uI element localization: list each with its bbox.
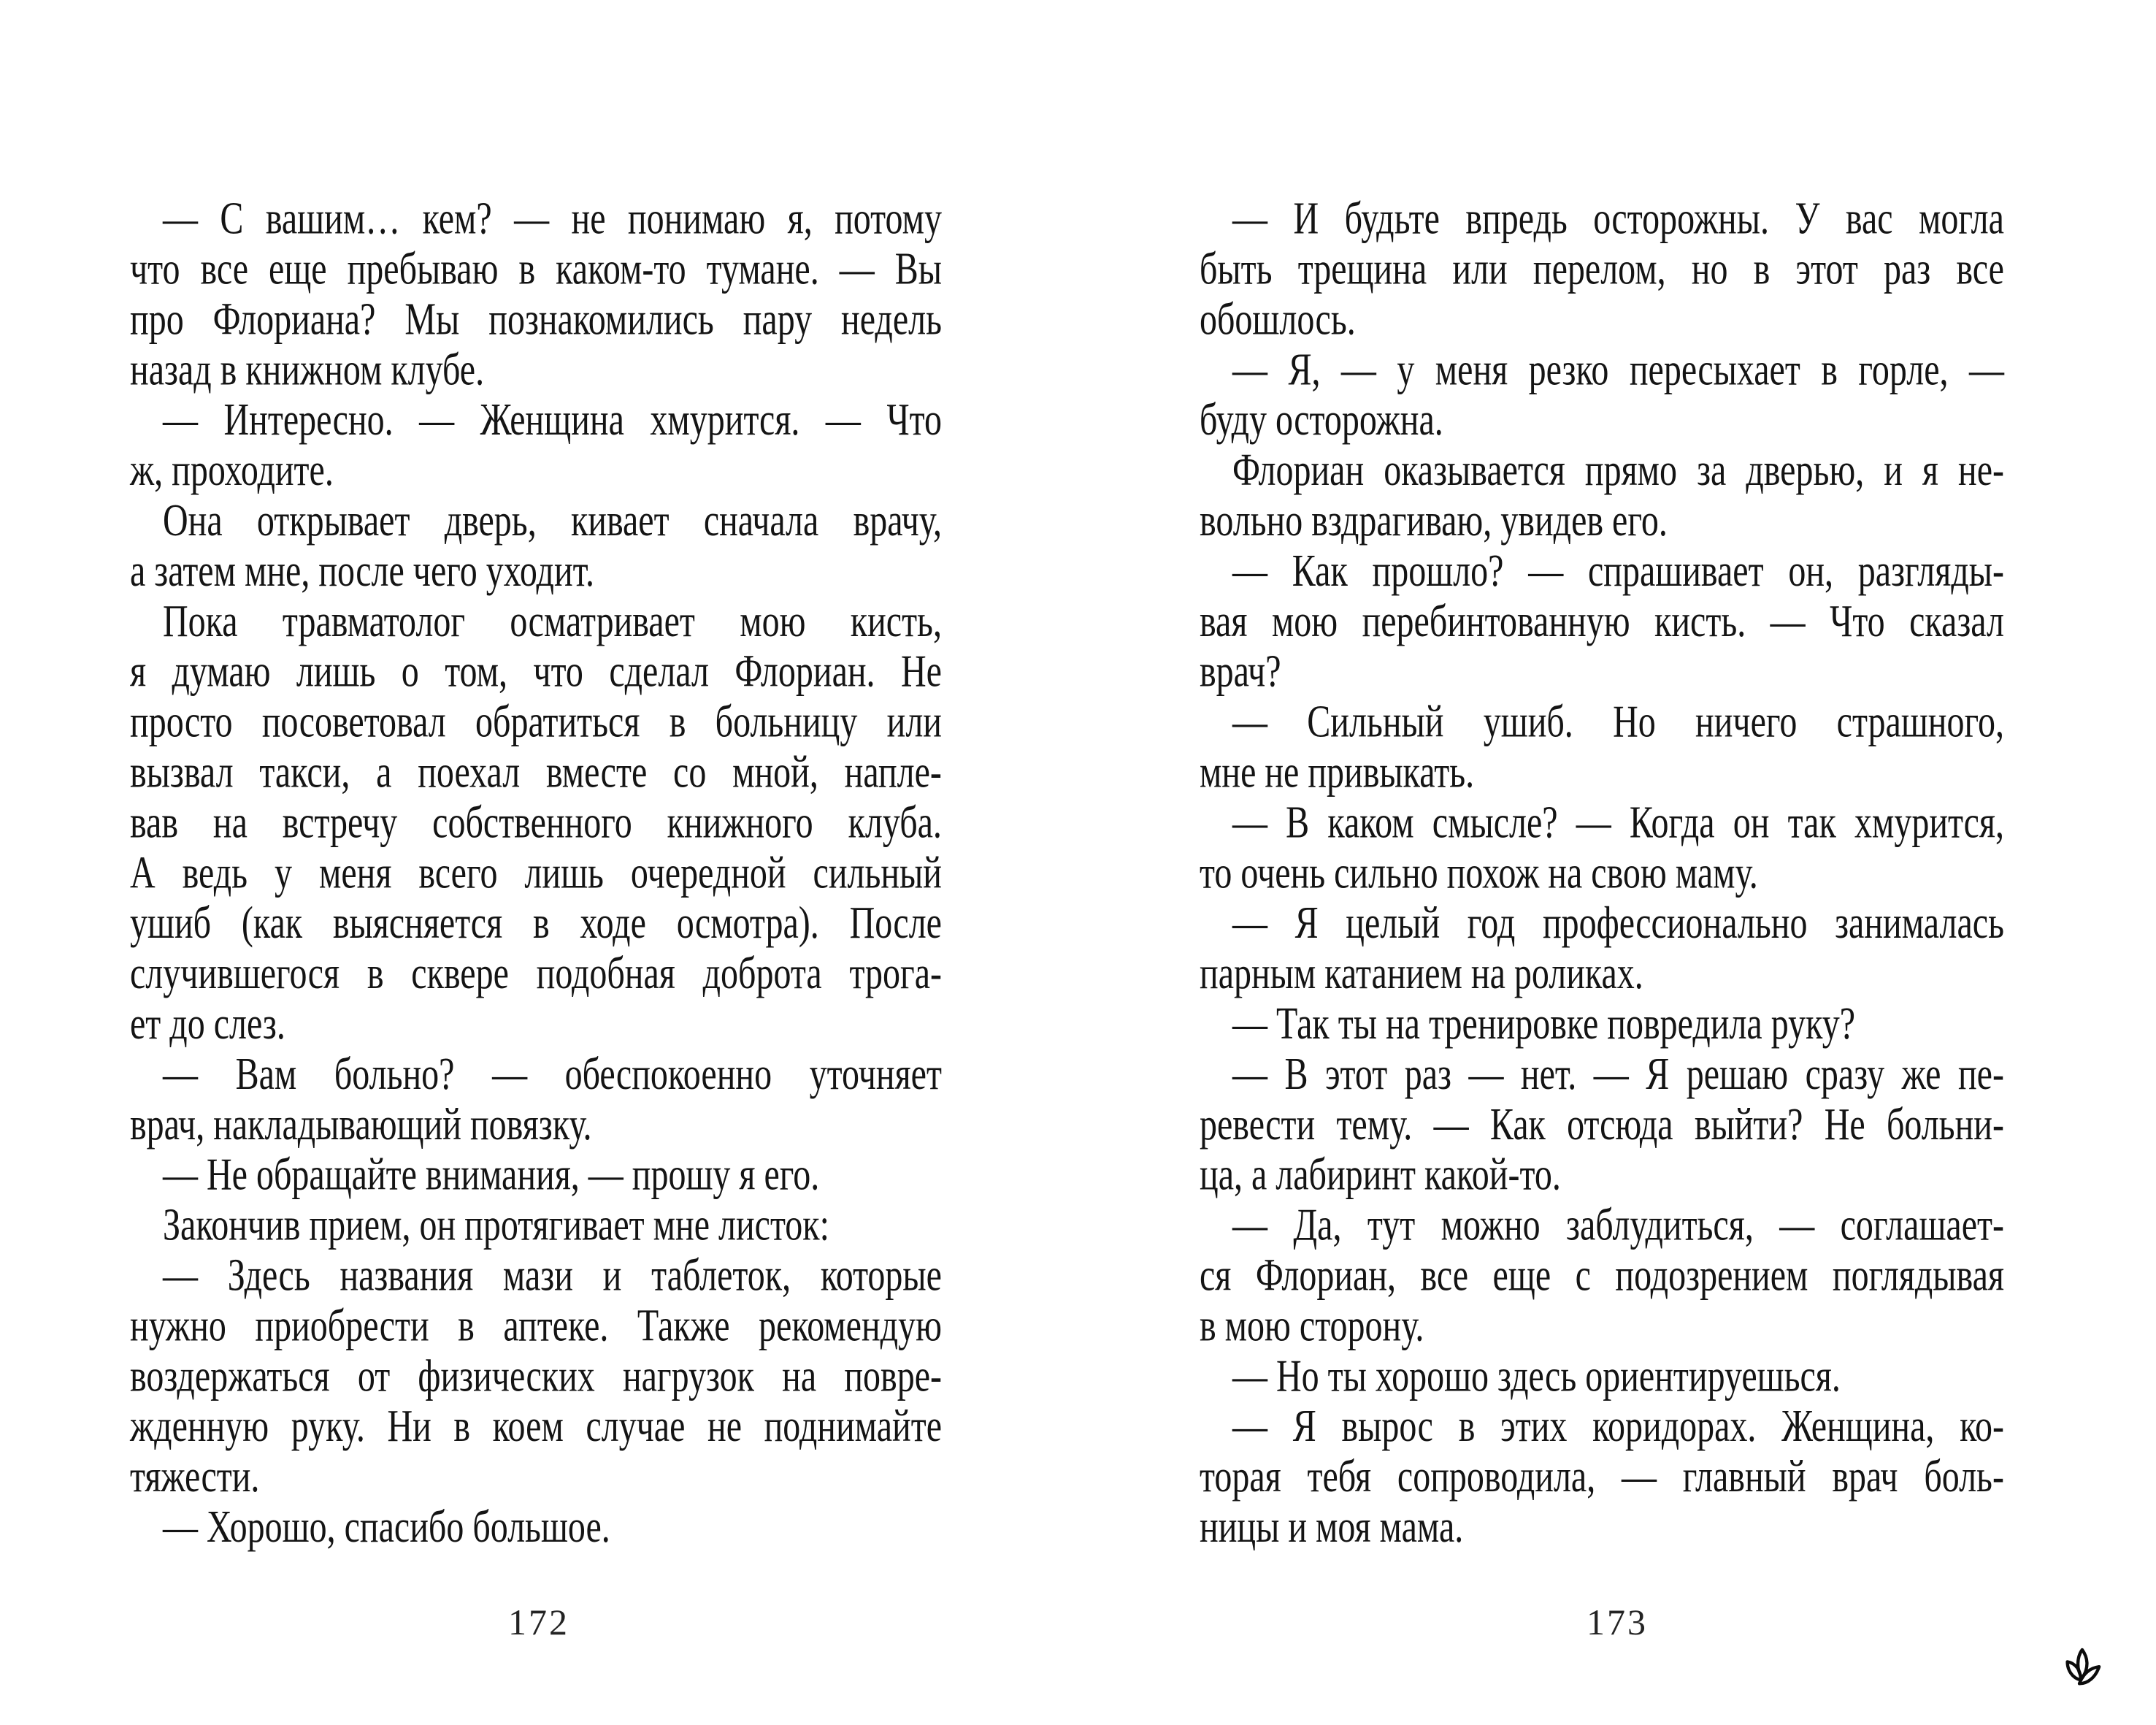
text-line: ж, проходите. xyxy=(130,445,334,496)
text-line: вая мою перебинтованную кисть. — Что сказал xyxy=(1200,596,2004,647)
left-page-text xyxy=(130,194,942,1552)
text-line: вольно вздрагиваю, увидев его. xyxy=(1200,495,1668,546)
text-line: буду осторожна. xyxy=(1200,394,1443,445)
text-line: — Я целый год профессионально занималась xyxy=(1232,898,2004,949)
text-line: а затем мне, после чего уходит. xyxy=(130,546,594,597)
text-line: ет до слез. xyxy=(130,998,285,1049)
text-line: Пока травматолог осматривает мою кисть, xyxy=(163,596,942,647)
text-line: обошлось. xyxy=(1200,294,1356,345)
right-page-number: 173 xyxy=(1587,1602,1648,1642)
text-line: ца, а лабиринт какой-то. xyxy=(1200,1150,1561,1200)
text-line: — Как прошло? — спрашивает он, разгляды- xyxy=(1232,546,2004,597)
text-line: что все еще пребываю в каком-то тумане. — Вы xyxy=(130,243,942,294)
text-line: — Но ты хорошо здесь ориентируешься. xyxy=(1232,1350,1841,1401)
text-line: — Интересно. — Женщина хмурится. — Что xyxy=(163,394,942,445)
text-line: — В этот раз — нет. — Я решаю сразу же пе- xyxy=(1232,1049,2004,1100)
text-line: — С вашим… кем? — не понимаю я, потому xyxy=(163,194,942,244)
text-line: мне не привыкать. xyxy=(1200,746,1475,798)
text-line: — И будьте впредь осторожны. У вас могла xyxy=(1232,194,2004,244)
text-line: Она открывает дверь, кивает сначала врачу, xyxy=(163,495,942,546)
text-line: тяжести. xyxy=(130,1451,260,1502)
text-line: Флориан оказывается прямо за дверью, и я не- xyxy=(1232,445,2004,496)
text-line: быть трещина или перелом, но в этот раз все xyxy=(1200,243,2004,294)
text-line: вызвал такси, а поехал вместе со мной, напле- xyxy=(130,746,942,798)
left-page-number: 172 xyxy=(508,1602,569,1642)
text-line: врач? xyxy=(1200,646,1281,697)
text-line: назад в книжном клубе. xyxy=(130,344,485,395)
text-line: то очень сильно похож на свою маму. xyxy=(1200,847,1758,898)
text-line: ушиб (как выясняется в ходе осмотра). После xyxy=(130,898,942,949)
text-line: — В каком смысле? — Когда он так хмурится, xyxy=(1232,797,2004,848)
text-line: — Сильный ушиб. Но ничего страшного, xyxy=(1232,697,2004,747)
text-line: А ведь у меня всего лишь очередной сильный xyxy=(130,847,942,898)
text-line: жденную руку. Ни в коем случае не поднимайте xyxy=(130,1401,942,1452)
sprout-leaves-icon xyxy=(2059,1646,2101,1693)
text-line: я думаю лишь о том, что сделал Флориан. Не xyxy=(130,646,942,697)
text-line: — Не обращайте внимания, — прошу я его. xyxy=(163,1150,820,1200)
text-line: — Да, тут можно заблудиться, — соглашает- xyxy=(1232,1200,2004,1250)
text-line: ницы и моя мама. xyxy=(1200,1502,1464,1553)
text-line: вав на встречу собственного книжного клуба. xyxy=(130,797,942,848)
text-line: — Вам больно? — обеспокоенно уточняет xyxy=(163,1049,942,1100)
text-line: — Хорошо, спасибо большое. xyxy=(163,1502,610,1553)
text-line: Закончив прием, он протягивает мне листок: xyxy=(163,1200,829,1250)
text-line: парным катанием на роликах. xyxy=(1200,948,1643,999)
right-page-text xyxy=(1200,194,2004,1552)
text-line: нужно приобрести в аптеке. Также рекомендую xyxy=(130,1300,942,1351)
text-line: торая тебя сопроводила, — главный врач боль- xyxy=(1200,1451,2004,1502)
text-line: ся Флориан, все еще с подозрением поглядывая xyxy=(1200,1250,2004,1301)
text-line: воздержаться от физических нагрузок на повре- xyxy=(130,1350,942,1401)
text-line: — Я вырос в этих коридорах. Женщина, ко- xyxy=(1232,1401,2004,1452)
text-line: — Здесь названия мази и таблеток, которые xyxy=(163,1250,942,1301)
text-line: случившегося в сквере подобная доброта трога- xyxy=(130,948,942,999)
text-line: ревести тему. — Как отсюда выйти? Не больни- xyxy=(1200,1099,2004,1150)
text-line: в мою сторону. xyxy=(1200,1300,1424,1351)
text-line: врач, накладывающий повязку. xyxy=(130,1099,592,1150)
text-line: про Флориана? Мы познакомились пару недель xyxy=(130,294,942,345)
text-line: — Так ты на тренировке повредила руку? xyxy=(1232,998,1856,1049)
text-line: просто посоветовал обратиться в больницу или xyxy=(130,697,942,747)
text-line: — Я, — у меня резко пересыхает в горле, — xyxy=(1232,344,2004,395)
